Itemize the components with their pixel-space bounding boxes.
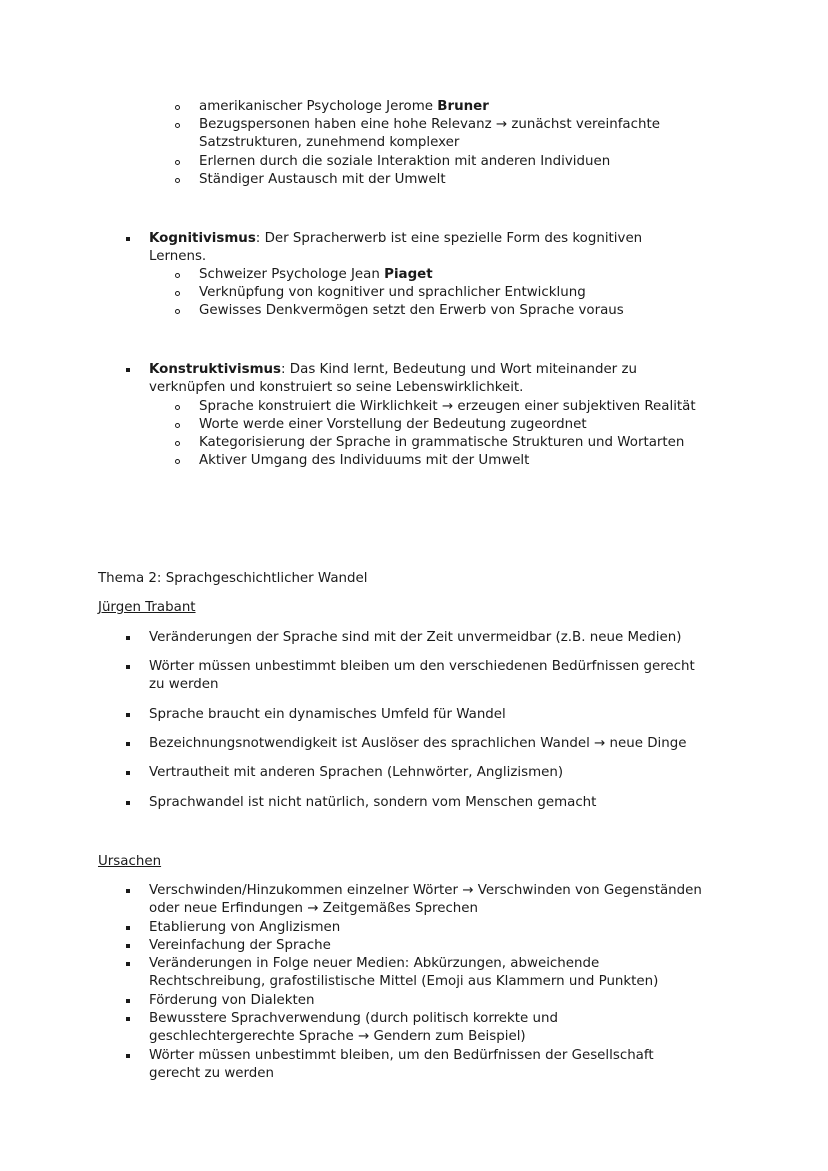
konstruktivismus-definition: Konstruktivismus: Das Kind lernt, Bedeutung und Wort miteinander zu [149, 362, 637, 377]
square-bullet-icon [126, 926, 130, 930]
kognitivismus-definition-continuation: Lernens. [149, 249, 207, 264]
square-bullet-icon [126, 771, 130, 775]
list-item: Ständiger Austausch mit der Umwelt [199, 172, 446, 187]
list-item: Wörter müssen unbestimmt bleiben, um den Bedürfnissen der Gesellschaft [149, 1048, 654, 1063]
square-bullet-icon [126, 999, 130, 1003]
list-item: Bewusstere Sprachverwendung (durch politisch korrekte und [149, 1011, 559, 1026]
list-item-continuation: Rechtschreibung, grafostilistische Mittel (Emoji aus Klammern und Punkten) [149, 974, 659, 989]
square-bullet-icon [126, 742, 130, 746]
circle-bullet-icon [175, 459, 180, 464]
list-item-continuation: Satzstrukturen, zunehmend komplexer [199, 135, 460, 150]
circle-bullet-icon [175, 273, 180, 278]
list-item-continuation: zu werden [149, 677, 219, 692]
square-bullet-icon [126, 665, 130, 669]
circle-bullet-icon [175, 441, 180, 446]
square-bullet-icon [126, 889, 130, 893]
section-title: Thema 2: Sprachgeschichtlicher Wandel [98, 571, 368, 586]
list-item: Bezeichnungsnotwendigkeit ist Auslöser des sprachlichen Wandel → neue Dinge [149, 736, 687, 751]
list-item: Verknüpfung von kognitiver und sprachlicher Entwicklung [199, 285, 586, 300]
list-item: Schweizer Psychologe Jean Piaget [199, 267, 433, 282]
konstruktivismus-definition-continuation: verknüpfen und konstruiert so seine Lebenswirklichkeit. [149, 380, 524, 395]
list-item: Veränderungen in Folge neuer Medien: Abkürzungen, abweichende [149, 956, 600, 971]
list-item-continuation: geschlechtergerechte Sprache → Gendern zum Beispiel) [149, 1029, 526, 1044]
circle-bullet-icon [175, 309, 180, 314]
kognitivismus-definition: Kognitivismus: Der Spracherwerb ist eine spezielle Form des kognitiven [149, 231, 643, 246]
list-item: Aktiver Umgang des Individuums mit der Umwelt [199, 453, 530, 468]
circle-bullet-icon [175, 160, 180, 165]
list-item: Kategorisierung der Sprache in grammatische Strukturen und Wortarten [199, 435, 685, 450]
list-item: Veränderungen der Sprache sind mit der Zeit unvermeidbar (z.B. neue Medien) [149, 630, 682, 645]
square-bullet-icon [126, 368, 130, 372]
square-bullet-icon [126, 962, 130, 966]
circle-bullet-icon [175, 123, 180, 128]
subheading-ursachen: Ursachen [98, 854, 162, 869]
list-item: Vertrautheit mit anderen Sprachen (Lehnwörter, Anglizismen) [149, 765, 564, 780]
circle-bullet-icon [175, 423, 180, 428]
list-item: Sprache konstruiert die Wirklichkeit → erzeugen einer subjektiven Realität [199, 399, 696, 414]
square-bullet-icon [126, 237, 130, 241]
list-item: Erlernen durch die soziale Interaktion mit anderen Individuen [199, 154, 611, 169]
list-item: Gewisses Denkvermögen setzt den Erwerb von Sprache voraus [199, 303, 624, 318]
subheading-juergen-trabant: Jürgen Trabant [98, 600, 196, 615]
list-item: Wörter müssen unbestimmt bleiben um den verschiedenen Bedürfnissen gerecht [149, 659, 695, 674]
square-bullet-icon [126, 1054, 130, 1058]
square-bullet-icon [126, 944, 130, 948]
list-item-continuation: gerecht zu werden [149, 1066, 275, 1081]
square-bullet-icon [126, 713, 130, 717]
list-item: amerikanischer Psychologe Jerome Bruner [199, 99, 489, 114]
circle-bullet-icon [175, 405, 180, 410]
square-bullet-icon [126, 636, 130, 640]
list-item: Bezugspersonen haben eine hohe Relevanz → zunächst vereinfachte [199, 117, 660, 132]
square-bullet-icon [126, 801, 130, 805]
list-item: Vereinfachung der Sprache [149, 938, 331, 953]
list-item-continuation: oder neue Erfindungen → Zeitgemäßes Sprechen [149, 901, 479, 916]
list-item: Etablierung von Anglizismen [149, 920, 341, 935]
circle-bullet-icon [175, 291, 180, 296]
square-bullet-icon [126, 1017, 130, 1021]
list-item: Förderung von Dialekten [149, 993, 315, 1008]
circle-bullet-icon [175, 105, 180, 110]
list-item: Worte werde einer Vorstellung der Bedeutung zugeordnet [199, 417, 587, 432]
list-item: Verschwinden/Hinzukommen einzelner Wörter → Verschwinden von Gegenständen [149, 883, 702, 898]
list-item: Sprachwandel ist nicht natürlich, sondern vom Menschen gemacht [149, 795, 597, 810]
list-item: Sprache braucht ein dynamisches Umfeld für Wandel [149, 707, 506, 722]
circle-bullet-icon [175, 178, 180, 183]
